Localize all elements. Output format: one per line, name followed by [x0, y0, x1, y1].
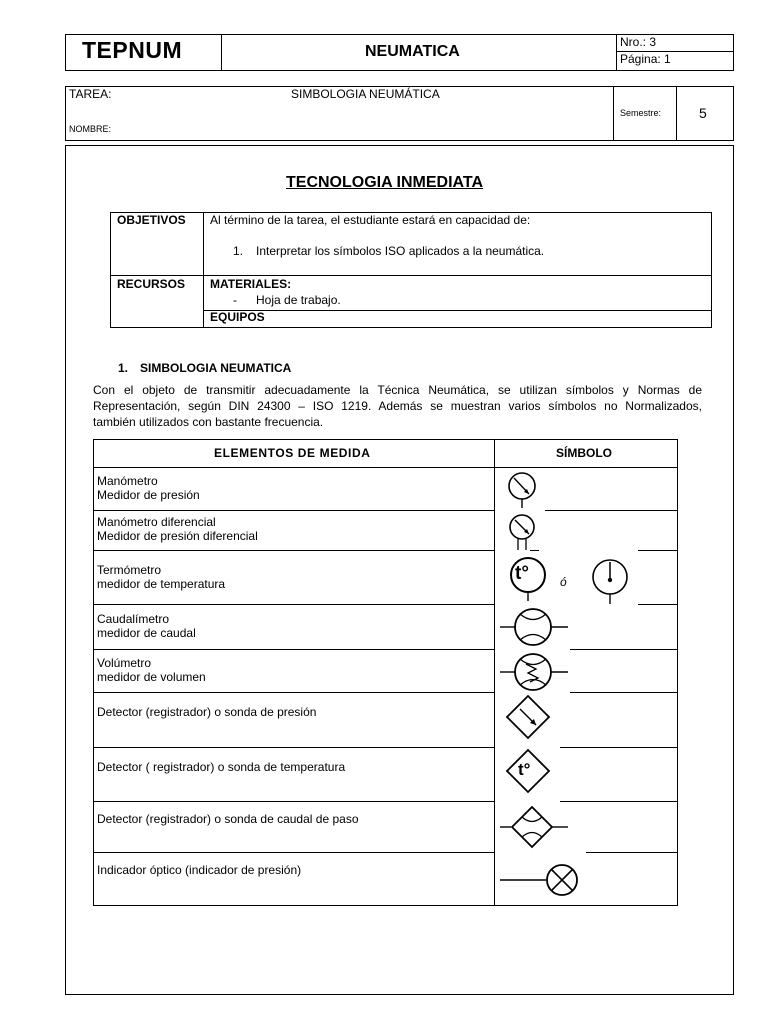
table-row: Volúmetro: [97, 656, 152, 670]
table-row: medidor de volumen: [97, 670, 206, 684]
logo: TEPNUM: [82, 37, 183, 63]
pagina-label: Página: 1: [620, 52, 671, 66]
semestre-label: Semestre:: [620, 108, 662, 118]
equipos-label: EQUIPOS: [210, 310, 265, 324]
flowmeter-icon: [498, 605, 573, 649]
objetivos-intro: Al término de la tarea, el estudiante estará en capacidad de:: [210, 213, 531, 227]
material-dash: -: [233, 293, 237, 307]
table-row: Detector (registrador) o sonda de caudal de paso: [97, 812, 359, 826]
intro-line-1: Con el objeto de transmitir adecuadamente la Técnica Neumática, se utilizan símbolos y Normas de: [93, 383, 702, 397]
thermometer-or-text: ó: [560, 575, 567, 589]
section-number: 1.: [118, 361, 129, 375]
thermometer-symbol-text: t°: [515, 563, 529, 584]
table-row: Detector ( registrador) o sonda de temperatura: [97, 760, 346, 774]
thermometer-alt-icon: [590, 557, 635, 607]
nombre-label: NOMBRE:: [69, 124, 112, 134]
table-row: Manómetro diferencial: [97, 515, 216, 529]
optical-indicator-icon: [498, 862, 583, 902]
table-row: Caudalímetro: [97, 612, 170, 626]
section-heading: TECNOLOGIA INMEDIATA: [286, 174, 484, 191]
objetivos-label: OBJETIVOS: [117, 213, 186, 227]
table-row: medidor de temperatura: [97, 577, 226, 591]
flow-detector-icon: [498, 804, 573, 850]
table-row: medidor de caudal: [97, 626, 196, 640]
semestre-value: 5: [699, 105, 707, 121]
table-row: Medidor de presión: [97, 488, 200, 502]
objetivos-item: Interpretar los símbolos ISO aplicados a la neumática.: [256, 244, 545, 258]
table-row: Manómetro: [97, 474, 158, 488]
table-row: Medidor de presión diferencial: [97, 529, 258, 543]
volumeter-icon: [498, 650, 573, 694]
table-row: Detector (registrador) o sonda de presión: [97, 705, 317, 719]
nro-label: Nro.: 3: [620, 35, 657, 49]
temperature-detector-text: t°: [518, 760, 531, 779]
pressure-detector-icon: [505, 694, 555, 744]
intro-line-2: Representación, según DIN 24300 – ISO 1219. Además se muestran varios símbolos no Normalizados,: [93, 399, 702, 413]
material-item: Hoja de trabajo.: [256, 293, 341, 307]
tarea-value: SIMBOLOGIA NEUMÁTICA: [291, 87, 440, 101]
differential-gauge-icon: [505, 512, 545, 552]
materiales-label: MATERIALES:: [210, 277, 292, 291]
recursos-label: RECURSOS: [117, 277, 186, 291]
objetivos-item-number: 1.: [233, 244, 244, 258]
thermometer-icon: [506, 555, 556, 605]
tarea-label: TAREA:: [69, 87, 112, 101]
table-header-elements: ELEMENTOS DE MEDIDA: [214, 446, 371, 460]
table-row: Termómetro: [97, 563, 162, 577]
table-header-symbol: SÍMBOLO: [556, 446, 612, 460]
section-title: SIMBOLOGIA NEUMATICA: [140, 361, 292, 375]
pressure-gauge-icon: [500, 470, 550, 510]
page-title: NEUMATICA: [365, 43, 460, 60]
table-row: Indicador óptico (indicador de presión): [97, 863, 302, 877]
intro-line-3: también utilizados con bastante frecuencia.: [93, 415, 324, 429]
